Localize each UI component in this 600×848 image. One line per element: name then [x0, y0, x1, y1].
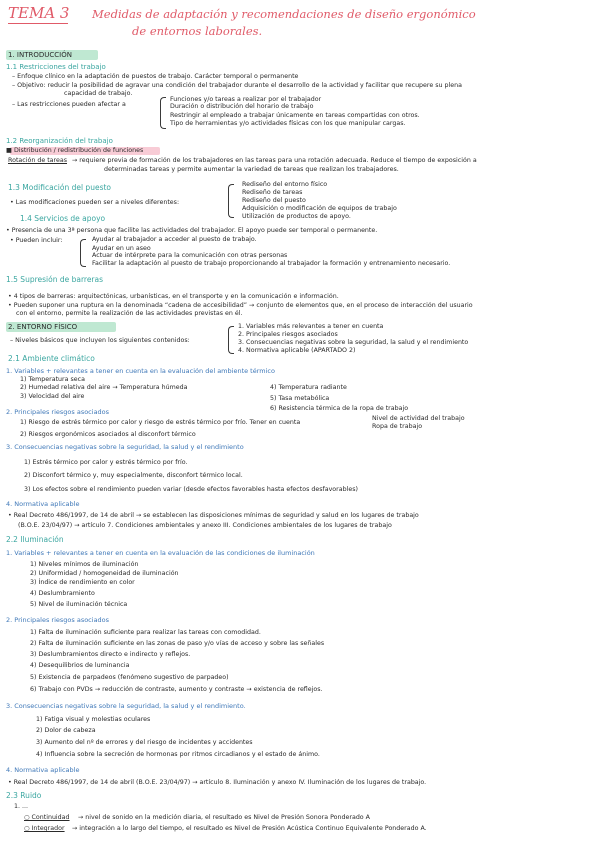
- title-line-2: de entornos laborales.: [132, 24, 263, 38]
- list-item: 2) Humedad relativa del aire → Temperatura húmeda: [20, 384, 188, 391]
- line: • Real Decreto 486/1997, de 14 de abril → se establecen las disposiciones mínimas de seguridad y salud en los lugares de trabajo: [8, 512, 419, 519]
- line: determinadas tareas y permite aumentar la variedad de tareas que realizan los trabajadores.: [104, 166, 399, 173]
- line-label: ○ Continuidad: [24, 814, 70, 821]
- line: • Presencia de una 3ª persona que facilite las actividades del trabajador. El apoyo puede ser temporal o permanente.: [6, 227, 378, 234]
- list-item: 4) Influencia sobre la secreción de hormonas por ritmos circadianos y el estado de ánimo.: [36, 751, 320, 758]
- list-item: 4) Temperatura radiante: [270, 384, 347, 391]
- subsection-heading: 1. Variables + relevantes a tener en cuenta en la evaluación de las condiciones de iluminación: [6, 549, 315, 557]
- subheading-2-3: 2.3 Ruido: [6, 791, 42, 800]
- title-line-1: Medidas de adaptación y recomendaciones de diseño ergonómico: [92, 7, 476, 21]
- line: capacidad de trabajo.: [64, 90, 133, 97]
- list-item: 4. Normativa aplicable (APARTADO 2): [238, 347, 356, 354]
- section-1-heading: 1. INTRODUCCIÓN: [8, 51, 72, 59]
- tema-underline: [8, 23, 68, 24]
- list-item: 3) Deslumbramientos directo e indirecto y reflejos.: [30, 651, 191, 658]
- line: → requiere previa de formación de los trabajadores en las tareas para una rotación adecuada. Reduce el tiempo de exposición a: [72, 157, 477, 164]
- list-item: 5) Tasa metabólica: [270, 395, 330, 402]
- list-item: 1) Temperatura seca: [20, 376, 85, 383]
- list-item: 2) Dolor de cabeza: [36, 727, 96, 734]
- line: – Niveles básicos que incluyen los siguientes contenidos:: [10, 337, 190, 344]
- list-item: 1) Estrés térmico por calor y estrés térmico por frío.: [24, 459, 188, 466]
- list-item: 3) Velocidad del aire: [20, 393, 85, 400]
- line: • Pueden suponer una ruptura en la denominada “cadena de accesibilidad” → conjunto de elementos que, en el proceso de interacción del usuario: [8, 302, 473, 309]
- line: • Las modificaciones pueden ser a niveles diferentes:: [10, 199, 180, 206]
- subsection-heading: 3. Consecuencias negativas sobre la seguridad, la salud y el rendimiento: [6, 443, 244, 451]
- subheading-1-4: 1.4 Servicios de apoyo: [20, 214, 106, 223]
- subheading-1-1: 1.1 Restricciones del trabajo: [6, 63, 106, 71]
- list-item: Adquisición o modificación de equipos de trabajo: [242, 205, 397, 212]
- list-item: Duración o distribución del horario de trabajo: [170, 103, 314, 110]
- line: • Pueden incluir:: [10, 237, 63, 244]
- brace: [80, 239, 86, 267]
- list-item: 2. Principales riesgos asociados: [238, 331, 338, 338]
- list-item: Tipo de herramientas y/o actividades físicas con los que manipular cargas.: [170, 120, 406, 127]
- list-item: 5) Nivel de iluminación técnica: [30, 601, 128, 608]
- list-item: Rediseño del puesto: [242, 197, 306, 204]
- section-2-heading: 2. ENTORNO FÍSICO: [8, 323, 78, 331]
- line-label: ○ Integrador: [24, 825, 65, 832]
- list-item: Ayudar al trabajador a acceder al puesto de trabajo.: [92, 236, 257, 243]
- line-label: Rotación de tareas: [8, 157, 67, 164]
- list-item: Ayudar en un aseo: [92, 245, 151, 252]
- list-item: 3) Aumento del nº de errores y del riesgo de incidentes y accidentes: [36, 739, 253, 746]
- list-item: 2) Uniformidad / homogeneidad de iluminación: [30, 570, 179, 577]
- list-item: 2) Falta de iluminación suficiente en las zonas de paso y/o vías de acceso y sobre las señales: [30, 640, 325, 647]
- line: → nivel de sonido en la medición diaria, el resultado es Nivel de Presión Sonora Ponderado A: [78, 814, 370, 821]
- list-item: Actuar de intérprete para la comunicación con otras personas: [92, 252, 288, 259]
- list-item: 3) Índice de rendimiento en color: [30, 579, 135, 586]
- subsection-heading: 4. Normativa aplicable: [6, 766, 80, 774]
- subsection-heading: 2. Principales riesgos asociados: [6, 616, 110, 624]
- line: • 4 tipos de barreras: arquitectónicas, urbanísticas, en el transporte y en la comunicación e información.: [8, 293, 339, 300]
- subsection-heading: 4. Normativa aplicable: [6, 500, 80, 508]
- line: 1. ...: [14, 803, 29, 810]
- subheading-2-1: 2.1 Ambiente climático: [8, 354, 95, 363]
- list-item: 3) Los efectos sobre el rendimiento pueden variar (desde efectos favorables hasta efectos desfavorables): [24, 486, 358, 493]
- list-item: 1. Variables más relevantes a tener en cuenta: [238, 323, 384, 330]
- line: con el entorno, permite la realización de las actividades previstas en él.: [16, 310, 243, 317]
- list-item: 6) Trabajo con PVDs → reducción de contraste, aumento y contraste → existencia de reflejos.: [30, 686, 323, 693]
- subsection-heading: 1. Variables + relevantes a tener en cuenta en la evaluación del ambiente térmico: [6, 367, 275, 375]
- list-item: 3. Consecuencias negativas sobre la seguridad, la salud y el rendimiento: [238, 339, 469, 346]
- line: – Las restricciones pueden afectar a: [12, 101, 126, 108]
- list-item: 1) Falta de iluminación suficiente para realizar las tareas con comodidad.: [30, 629, 261, 636]
- line: – Objetivo: reducir la posibilidad de agravar una condición del trabajador durante el desarrollo de la actividad y facilitar que recupere su plena: [12, 82, 463, 89]
- list-item: Restringir al empleado a trabajar únicamente en tareas compartidas con otros.: [170, 112, 420, 119]
- list-item: Funciones y/o tareas a realizar por el trabajador: [170, 96, 322, 103]
- subheading-2-2: 2.2 Iluminación: [6, 535, 64, 544]
- list-item: Nivel de actividad del trabajo: [372, 415, 465, 422]
- tema-label: TEMA 3: [8, 4, 70, 22]
- list-item: 2) Riesgos ergonómicos asociados al disconfort térmico: [20, 431, 196, 438]
- list-item: Rediseño del entorno físico: [242, 181, 328, 188]
- brace: [228, 326, 234, 354]
- line: (B.O.E. 23/04/97) → artículo 7. Condiciones ambientales y anexo III. Condiciones ambientales de los lugares de trabajo: [18, 522, 392, 529]
- line: → integración a lo largo del tiempo, el resultado es Nivel de Presión Acústica Continuo Equivalente Ponderado A.: [72, 825, 427, 832]
- list-item: 4) Desequilibrios de luminancia: [30, 662, 130, 669]
- list-item: 1) Fatiga visual y molestias oculares: [36, 716, 151, 723]
- list-item: Rediseño de tareas: [242, 189, 303, 196]
- subheading-1-5: 1.5 Supresión de barreras: [6, 275, 104, 284]
- list-item: 4) Deslumbramiento: [30, 590, 95, 597]
- list-item: 1) Riesgo de estrés térmico por calor y riesgo de estrés térmico por frío. Tener en cuenta: [20, 419, 301, 426]
- subsection-heading: 3. Consecuencias negativas sobre la seguridad, la salud y el rendimiento.: [6, 702, 246, 710]
- subheading-1-3: 1.3 Modificación del puesto: [8, 183, 112, 192]
- list-item: Ropa de trabajo: [372, 423, 423, 430]
- line: ■ Distribución / redistribución de funciones: [6, 147, 144, 154]
- list-item: Facilitar la adaptación al puesto de trabajo proporcionando al trabajador la formación y entrenamiento necesario.: [92, 260, 451, 267]
- brace: [228, 184, 234, 218]
- brace: [160, 97, 166, 129]
- list-item: 5) Existencia de parpadeos (fenómeno sugestivo de parpadeo): [30, 674, 229, 681]
- line: • Real Decreto 486/1997, de 14 de abril (B.O.E. 23/04/97) → artículo 8. Iluminación y anexo IV. Iluminación de los lugares de trabajo.: [8, 779, 427, 786]
- subheading-1-2: 1.2 Reorganización del trabajo: [6, 137, 113, 145]
- line: – Enfoque clínico en la adaptación de puestos de trabajo. Carácter temporal o permanente: [12, 73, 299, 80]
- subsection-heading: 2. Principales riesgos asociados: [6, 408, 110, 416]
- list-item: Utilización de productos de apoyo.: [242, 213, 351, 220]
- list-item: 6) Resistencia térmica de la ropa de trabajo: [270, 405, 409, 412]
- list-item: 2) Disconfort térmico y, muy especialmente, disconfort térmico local.: [24, 472, 243, 479]
- list-item: 1) Niveles mínimos de iluminación: [30, 561, 139, 568]
